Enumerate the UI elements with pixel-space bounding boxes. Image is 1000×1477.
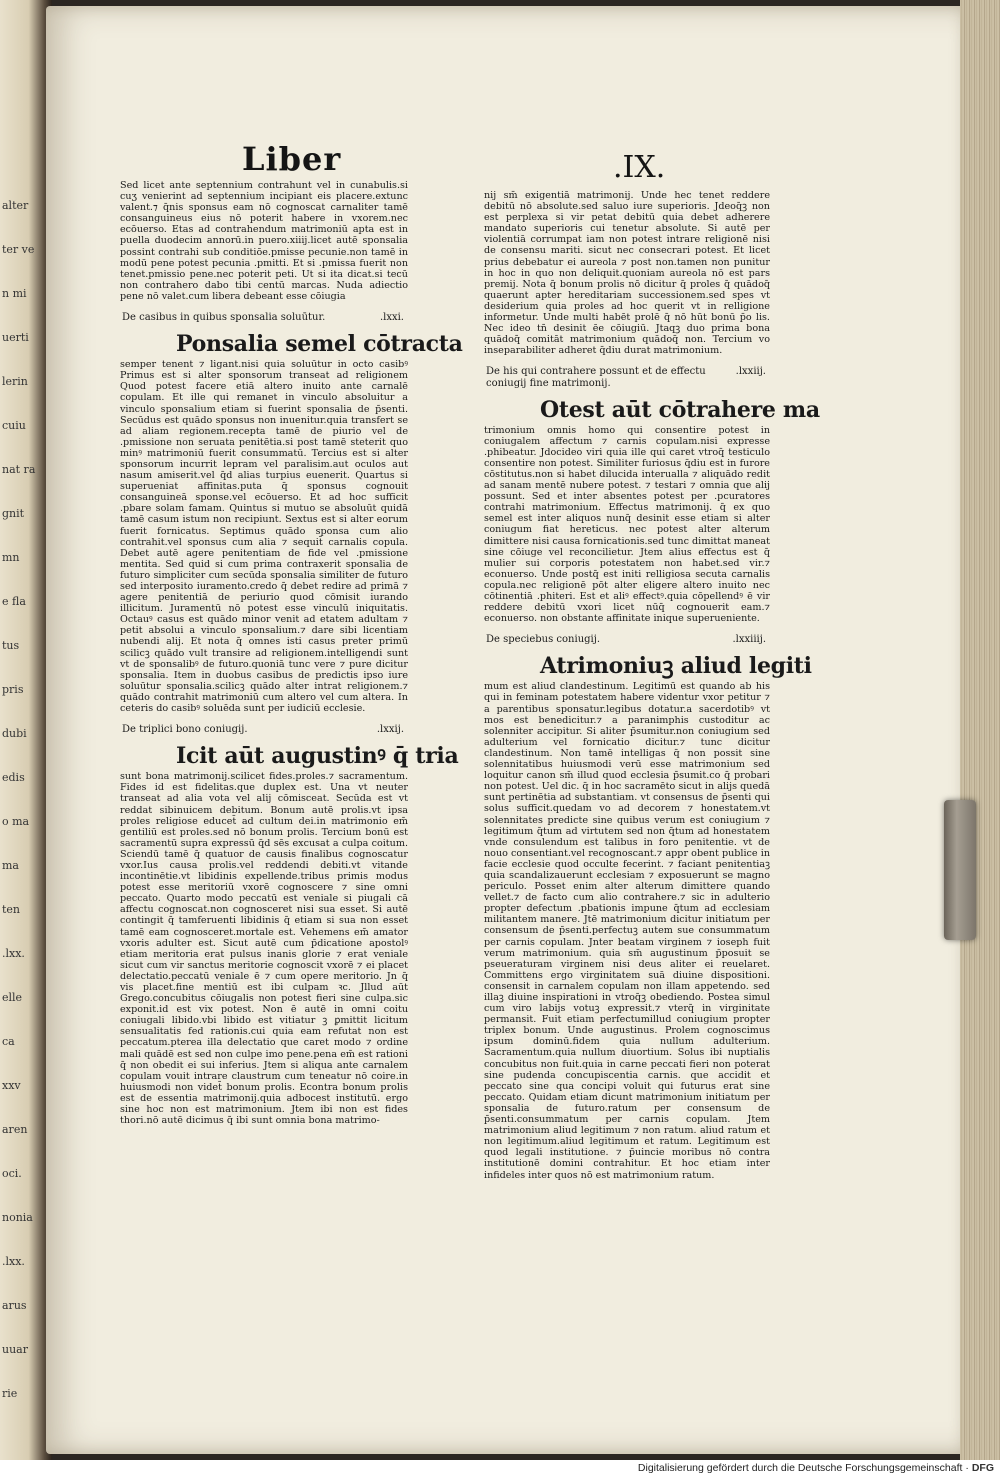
left-page-text-fragment: tus <box>2 639 20 652</box>
left-page-text-fragment: ten <box>2 903 21 916</box>
chapter-rubric: De speciebus coniugij. <box>486 634 601 646</box>
chapter-number: .lxxiij. <box>735 366 766 378</box>
left-page-text-fragment: cuiu <box>2 419 26 432</box>
chapter-rubric: De his qui contrahere possunt et de effectu coniugij fine matrimonij. <box>486 366 706 389</box>
left-page-text-fragment: gnit <box>2 507 25 520</box>
left-page-text-fragment: oci. <box>2 1167 22 1180</box>
chapter-number: .lxxij. <box>376 724 404 736</box>
left-page-text-fragment: .lxx. <box>2 947 25 960</box>
right-opening-paragraph: nij sm̄ exigentiā matrimonij. Unde hec tenet reddere debitū nō absolute.sed saluo iure superioris. Jdeoq̄ꝫ non est perplexa si vir petat debitū quia debet adherere mandato superioris cui tenetur absolute. Si autē per violentiā corrumpat iam non potest intrare religionē nisi de consensu mariti. sicut nec consecrari potest. Et licet prius debebatur ei aureola ⁊ post non.tamen non punitur in hoc in quo non deliquit.quoniam aureola nō est pars premij. Nota q̄ bonum prolis nō dicitur q̄ proles q̄ quādoq̄ quaerunt apter hereditariam successionem.sed spes vt desiderium quia proles ad hoc querit vt in relligione informetur. Unde multi habēt prolē q̄ nō hūt bonū p̄o lis. Nec ideo tn̄ desinit ēe cōiugiū. Jtaqꝫ duo prima bona quādoq̄ comitāt matrimonium quādoq̄ non. Tercium vo inseparabiliter adheret q̄diu durat matrimonium. <box>484 190 770 357</box>
right-page-edge <box>960 0 1000 1460</box>
footer-bar <box>0 1460 1000 1477</box>
left-page-text-fragment: ter ve <box>2 243 35 256</box>
left-page-text-fragment: rie <box>2 1387 18 1400</box>
left-page-text-fragment: nonia <box>2 1211 33 1224</box>
page-marker-tab <box>944 800 976 940</box>
left-page-text-fragment: alter <box>2 199 29 212</box>
chapter-incipit: Icit aūt augustinꝰ q̄ tria <box>176 743 459 770</box>
left-page-text-fragment: n mi <box>2 287 27 300</box>
left-page-text-fragment: aren <box>2 1123 28 1136</box>
left-page-text-fragment: edis <box>2 771 25 784</box>
chapter-rubric-row <box>486 366 770 388</box>
left-page-text-fragment: ca <box>2 1035 15 1048</box>
chapter-text: sunt bona matrimonij.scilicet fides.proles.⁊ sacramentum. Fides id est fidelitas.que duplex est. Una vt neuter transeat ad alia vota vel alij cōmisceat. Secūda est vt reddat sibinuicem debitum. Bonum autē prolis.vt ipsa proles religiose educet̄ ad cultum dei.in matrimonio em̄ gentiliū est proles.sed nō bonum prolis. Tercium bonū est sacramentū supra expressū q̄d sēs excusat a culpa coitum. Sciendū tamē q̄ quatuor de causis finalibus cognoscatur vxor.Ius causa prolis.vel reddendi debiti.vt vitande incontinētie.vt libidinis expellende.tribus primis modus potest esse meritoriū vxorē cognoscere ⁊ sine omni peccato. Quarto modo peccatū est veniale si piugali cā affectu cognoscat.non cognosceret nisi sua esset. Si autē contingit q̄ tamferuenti libidinis q̄ etiam si sua non esset tamē eam cognosceret.mortale est. Vehemens em̄ amator vxoris adulter est. Sicut autē cum p̄dicatione apostolꝰ etiam meritoria erat pulsus inanis glorie ⁊ erat veniale sicut cum vir sanctus meritorie cognoscit vxorē ⁊ ei placet delectatio.peccatū veniale ē ⁊ cum opere meritorio. Jn q̄ vis placet.fine mentiū est ibi culpam ꝛc. Jllud aūt Grego.concubitus cōiugalis non potest fieri sine culpa.sic exponit.id est vix potest. Non ē autē in omni coitu coniugali libido.vbi libido est vitiatur ꝫ ꝑmittit licitum sensualitatis fed rationis.cui quia eam refutat non est peccatum.pterea illa delectatio que caret modo ⁊ ordine mali quādē est sed non culpe imo pene.pena em̄ est rationi q̄ non obedit ei sui inferius. Jtem si aliqua ante carnalem copulam vouit intrare claustrum cum teneatur nō coire.in huiusmodi non videt̄ bonum prolis. Econtra bonum prolis est de essentia matrimonij.quia adbocest institutū. ergo sine hoc non est matrimonium. Jtem ibi non est fides thori.nō autē dicimus q̄ ibi sunt omnia bona matrimo- <box>120 771 408 1127</box>
left-page-text-fragment: uerti <box>2 331 29 344</box>
chapter-incipit: Otest aūt cōtrahere ma <box>540 396 820 423</box>
left-page-text-fragment: pris <box>2 683 24 696</box>
left-text-column <box>120 180 463 1130</box>
left-page-text-fragment: .lxx. <box>2 1255 25 1268</box>
chapter-incipit: Atrimoniuꝫ aliud legiti <box>540 653 812 680</box>
chapter-number: .lxxiiij. <box>732 634 766 646</box>
running-head-right: .IX. <box>613 150 666 185</box>
left-page-edge <box>0 0 52 1460</box>
chapter-rubric: De triplici bono coniugij. <box>122 724 248 736</box>
left-page-text-fragment: dubi <box>2 727 27 740</box>
chapter-rubric-row <box>122 724 408 735</box>
left-page-text-fragment: e fla <box>2 595 26 608</box>
chapter-incipit: Ponsalia semel cōtracta <box>176 331 463 358</box>
chapter-rubric-row <box>486 634 770 645</box>
left-page-text-fragment: uuar <box>2 1343 28 1356</box>
chapter-rubric-row <box>122 312 408 323</box>
chapter-text: mum est aliud clandestinum. Legitimū est quando ab his qui in feminam potestatem habere videntur vxor petitur ⁊ a parentibus sponsatur.legibus dotatur.a sacerdotibꝰ vt mos est benedicitur.⁊ a paranimphis custoditur ac solenniter accipitur. Si aliter p̄sumitur.non coniugium sed adulterium vel fornicatio dicitur.⁊ tunc dicitur clandestinum. Non tamē intelligas q̄ non possit sine solennitatibus huiusmodi verū esse matrimonium sed loquitur canon sm̄ illud quod ecclesia p̄sumit.co q̄ probari non potest. Uel dic. q̄ in hoc sacramēto sicut in alijs quedā sunt pertinētia ad substantiam. vt consensus de p̄senti qui solus sufficit.quedam vo ad decorem ⁊ honestatem.vt solennitates predicte sine quibus verum est coniugium ⁊ legitimum q̄tum ad virtutem sed non q̄tum ad honestatem vnde consulendum est talibus in foro penitentie. vt de nouo consentiant.vel recognoscant.⁊ appr obent publice in facie ecclesie quod occulte fecerint. ⁊ faciant penitentiaꝫ quia scandalizauerunt ecclesiam ⁊ exposuerunt se magno periculo. Posset enim alter alterum dimittere quando vellet.⁊ de facto cum alio contrahere.⁊ sic in adulterio propter defectum .pbationis impune q̄tum ad ecclesiam militantem manere. Jtē matrimonium dicitur initiatum per consensum de p̄senti.perfectuꝫ autem sue consummatum per carnis copulam. Jnter beatam virginem ⁊ ioseph fuit verum matrimonium. quia sm̄ augustinum p̄posuit se pseueraturam virginem nisi deus aliter ei reuelaret. Committens ergo virginitatem suā diuine dispositioni. consensit in carnalem copulam non illam appetendo. sed illaꝫ diuine inspirationi in vtroq̄ꝫ obediendo. Postea simul cum viro labijs votuꝫ expressit.⁊ vterq̄ in virginitate permansit. Fuit etiam perfectumillud coniugium propter triplex bonum. Unde augustinus. Prolem cognoscimus ipsum dominū.fidem quia nullum adulterium. Sacramentum.quia nullum diuortium. Solus ibi nuptialis concubitus non fuit.quia in carne peccati fieri non poterat sine pudenda concupiscentia carnis. que accidit et peccato sine qua concipi voluit qui futurus erat sine peccato. Quidam etiam dicunt matrimonium initiatum per sponsalia de futuro.ratum per consensum de p̄senti.consummatum per carnis copulam. Jtem matrimonium aliud legitimum ⁊ non ratum. aliud ratum et non legitimum.aliud legitimum et ratum. Legitimum est quod legali institutione. ⁊ p̄uincie moribus nō contra institutionē domini contrahitur. Et hoc etiam inter infideles inter quos nō est matrimonium ratum. <box>484 681 770 1181</box>
left-page-text-fragment: arus <box>2 1299 27 1312</box>
footer-credit: Digitalisierung gefördert durch die Deutsche Forschungsgemeinschaft · <box>637 1462 969 1474</box>
running-head-left: Liber <box>242 140 342 178</box>
dfg-logo: DFG <box>971 1462 994 1474</box>
chapter-rubric: De casibus in quibus sponsalia soluūtur. <box>122 312 326 324</box>
chapter-number: .lxxi. <box>379 312 404 324</box>
left-page-text-fragment: mn <box>2 551 20 564</box>
left-page-text-fragment: nat ra <box>2 463 36 476</box>
left-page-text-fragment: lerin <box>2 375 28 388</box>
left-page-text-fragment: elle <box>2 991 23 1004</box>
left-page-text-fragment: ma <box>2 859 19 872</box>
right-text-column <box>484 190 820 1185</box>
left-page-text-fragment: o ma <box>2 815 30 828</box>
chapter-text: trimonium omnis homo qui consentire potest in coniugalem affectum ⁊ carnis copulam.nisi expresse .phibeatur. Jdocideo viri quia ille qui caret vtroq̄ testiculo consentire non potest. Similiter furiosus q̄diu est in furore cōstitutus.non si habet dilucida interualla ⁊ aliquādo redit ad sanam mentē nubere potest. ⁊ testari ⁊ omnia que alij possunt. Sed et inter absentes potest per .pcuratores contrahi matrimonium. Effectus matrimonij. q̄ ex quo semel est inter aliquos nunq̄ desinit esse etiam si alter coniugum fiat hereticus. nec potest alter alterum dimittere nisi causa fornicationis.sed tunc dimittat maneat sine cōiuge vel reconcilietur. Jtem alius effectus est q̄ mulier sui corporis potestatem non habet.sed vir.⁊ econuerso. Unde postq̄ est initi relligiosa secuta carnalis copula.nec religionē pōt alter eligere altero inuito nec cōtinentiā .phiteri. Est et aliꝰ effectꝰ.quia cōpellendꝰ ē vir reddere debitū vxori licet nūq̄ cognouerit eam.⁊ econuerso. non obstante affinitate inique superueniente. <box>484 424 770 625</box>
left-opening-paragraph: Sed licet ante septennium contrahunt vel in cunabulis.si cuʒ venierint ad septennium incipiant eis placere.extunc valent.⁊ q̄nis sponsus eam nō cognoscat carnaliter tamē consanguineus eius nō poterit habere in vxorem.nec ecōuerso. Etas ad contrahendum matrimoniū apta est in puella duodecim annorū.in puero.xiiij.licet autē sponsalia possint contrahi sub conditiōe.pmisse pecunie.non tamē in modū pene potest pecunia .pmitti. Et si .pmissa fuerit non tenet.pmissio pene.nec poterit peti. Ut si ita dicat.si tecū non contrahero dabo tibi centū marcas. Nuda adiectio pene nō valet.cum libera debeant esse cōiugia <box>120 180 408 302</box>
chapter-text: semper tenent ⁊ ligant.nisi quia soluūtur in octo casibꝰ Primus est si alter sponsorum transeat ad religionem Quod potest facere etiā altero inuito ante carnalē copulam. Et ille qui remanet in vinculo absoluitur a vinculo sponsalium etiam si fuerint sponsalia de p̄senti. Secūdus est quādo sponsus non inuenitur.quia transfert se ad aliam regionem.recepta tamē de piurio vel de .pmissione non seruata penitētia.si post tamē steterit quo minꝰ matrimoniū fuerit consummatū. Tercius est si alter sponsorum incurrit lepram vel paralisim.aut oculos aut nasum amiserit.vel q̄d alias turpius euenerit. Quartus si superueniat affinitas.puta q̄ sponsus cognouit consanguineā sponse.vel ecōuerso. Et ad hoc sufficit .pbare solam famam. Quintus si mutuo se absoluūt quidā tamē casum istum non recipiunt. Sextus est si alter eorum fuerit fornicatus. Septimus quādo sponsa cum alio contrahit.vel sponsus cum alia ⁊ sequit̄ carnalis copula. Debet autē agere penitentiam de fide vel .pmissione mentita. Sed quid si cum prima contraxerit sponsalia de futuro simpliciter cum secūda sponsalia similiter de futuro sed interposito iuramento.credo q̄ debet redire ad primā ⁊ agere penitentiā de periurio quod cōmisit iurando illicitum. Juramentū nō potest esse vinculū iniquitatis. Octauꝰ casus est quādo minor venit ad etatem adultam ⁊ petit absolui a vinculo sponsalium.⁊ dare sibi licentiam nubendi alij. Et nota q̄ omnes isti casus preter primū scilicꝫ quādo vult transire ad religionem.intelligendi sunt vt de sponsalibꝰ de futuro.quoniā tunc vere ⁊ pure dicitur sponsalia. Item in duobus casibus de predictis ipso iure soluūtur sponsalia.scilicꝫ quādo alter intrat religionem.⁊ quādo contrahit matrimoniū cum altero vel cum altera. In ceteris do casibꝰ soluēda sunt per iudiciū ecclesie. <box>120 359 408 715</box>
left-page-text-fragment: xxv <box>2 1079 21 1092</box>
